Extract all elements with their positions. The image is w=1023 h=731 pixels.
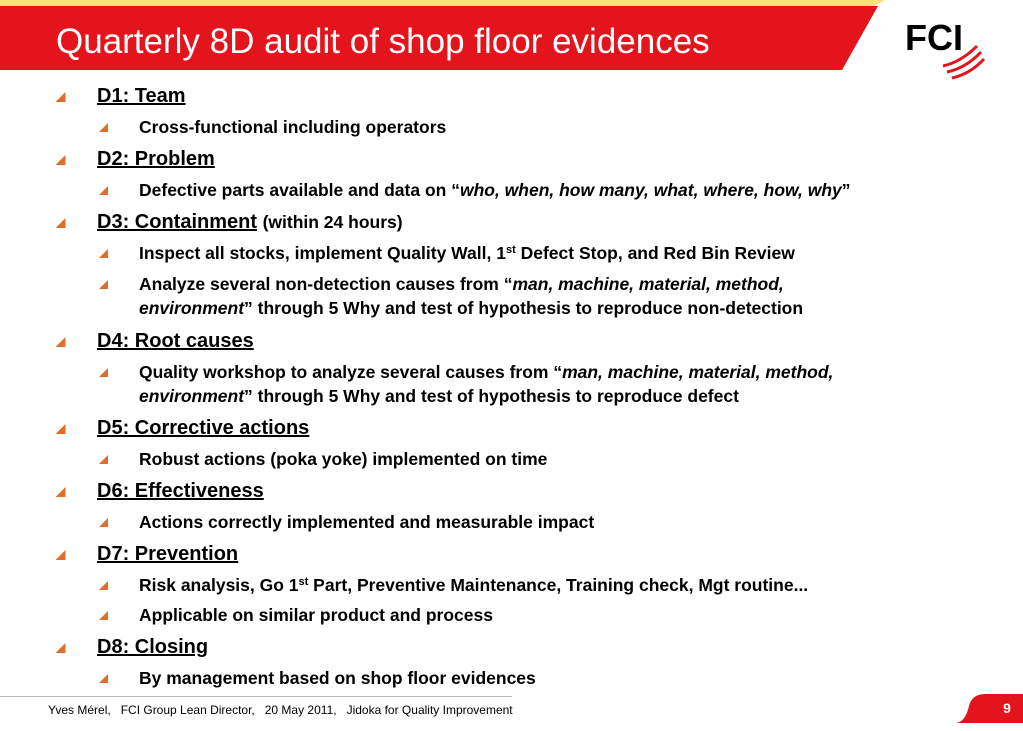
- section-d1: [97, 84, 186, 108]
- footer-divider: [0, 696, 512, 697]
- section-d3-item-1: Inspect all stocks, implement Quality Wall, 1st Defect Stop, and Red Bin Review: [139, 243, 795, 263]
- section-heading: D4: Root causes: [97, 330, 254, 352]
- section-heading: D8: Closing: [97, 636, 209, 658]
- section-d5: [97, 416, 309, 440]
- section-heading: D7: Prevention: [97, 543, 239, 565]
- section-d3: [97, 210, 403, 234]
- section-d8-item: By management based on shop floor evidences: [139, 668, 536, 688]
- section-heading: D1: Team: [97, 85, 186, 107]
- section-d4-item: Quality workshop to analyze several causes from “man, machine, material, method, environment” through 5 Why and test of hypothesis to reproduce defect: [139, 362, 834, 406]
- section-d6-item: Actions correctly implemented and measurable impact: [139, 512, 595, 532]
- sub-bullet-icon: [99, 518, 108, 527]
- sub-bullet-icon: [99, 280, 108, 289]
- bullet-icon: [55, 218, 66, 228]
- sub-bullet-icon: [99, 249, 108, 258]
- section-d1-item: Cross-functional including operators: [139, 117, 447, 137]
- section-heading: D6: Effectiveness: [97, 480, 264, 502]
- section-d7: [97, 542, 238, 566]
- bullet-icon: [55, 155, 66, 165]
- sub-bullet-icon: [99, 674, 108, 683]
- section-d7-item-1: Risk analysis, Go 1st Part, Preventive Maintenance, Training check, Mgt routine...: [139, 575, 809, 595]
- bullet-icon: [55, 643, 66, 653]
- fci-logo-wordmark: FCI: [905, 17, 963, 58]
- section-d7-item-2: Applicable on similar product and process: [139, 605, 493, 625]
- section-d3-item-2: Analyze several non-detection causes from “man, machine, material, method, environment” through 5 Why and test of hypothesis to reproduce non-detection: [139, 274, 804, 318]
- sub-bullet-icon: [99, 368, 108, 377]
- section-heading: D2: Problem: [97, 148, 215, 170]
- section-d6: [97, 479, 264, 503]
- section-heading-note: (within 24 hours): [262, 212, 403, 232]
- sub-bullet-icon: [99, 611, 108, 620]
- slide-title: Quarterly 8D audit of shop floor evidences: [56, 22, 710, 61]
- footer-text: Yves Mérel, FCI Group Lean Director, 20 May 2011, Jidoka for Quality Improvement: [48, 703, 513, 717]
- sub-bullet-icon: [99, 581, 108, 590]
- section-d2: [97, 147, 215, 171]
- page-number: 9: [1003, 700, 1011, 716]
- sub-bullet-icon: [99, 186, 108, 195]
- bullet-icon: [55, 337, 66, 347]
- bullet-icon: [55, 487, 66, 497]
- section-d8: [97, 635, 208, 659]
- section-heading: D3: Containment: [97, 211, 257, 233]
- section-d2-item: Defective parts available and data on “who, when, how many, what, where, how, why”: [139, 180, 851, 200]
- bullet-icon: [55, 424, 66, 434]
- section-heading: D5: Corrective actions: [97, 417, 310, 439]
- sub-bullet-icon: [99, 123, 108, 132]
- bullet-icon: [55, 550, 66, 560]
- bullet-icon: [55, 92, 66, 102]
- fci-logo: [903, 16, 987, 80]
- sub-bullet-icon: [99, 455, 108, 464]
- section-d5-item: Robust actions (poka yoke) implemented on time: [139, 449, 548, 469]
- section-d4: [97, 329, 254, 353]
